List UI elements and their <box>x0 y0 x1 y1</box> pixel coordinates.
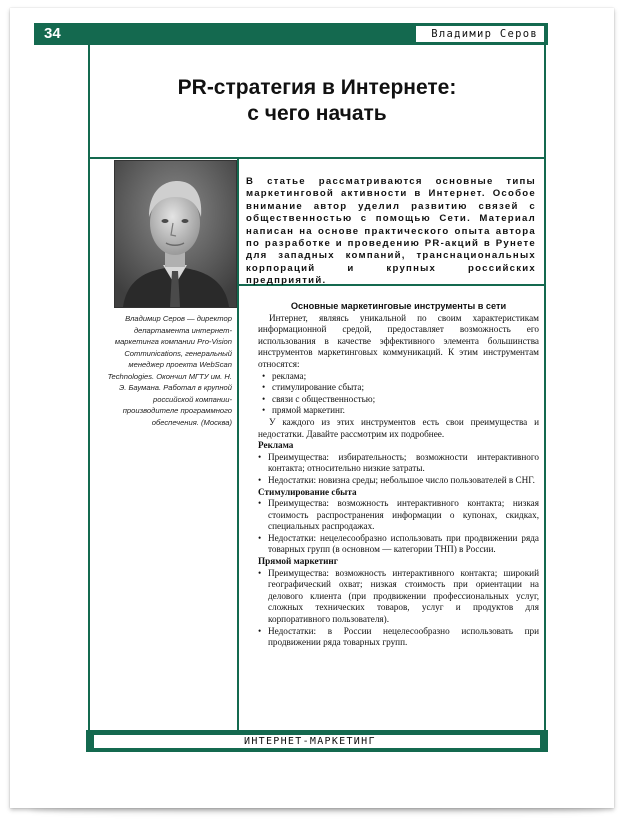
article-lead: В статье рассматриваются основные типы маркетинговой активности в Интернет. Особое внимание автор уделил развитию связей с общественностью с помощью Сети. Материал написан на основе практического опыта автора по разработке и проведению PR-акций в Рунете для западных компаний, транснациональных корпораций и крупных российских предприятий. <box>246 176 536 287</box>
title-line-1: PR-стратегия в Интернете: <box>177 76 457 99</box>
tools-outro: У каждого из этих инструментов есть свои преимущества и недостатки. Давайте рассмотрим их подробнее. <box>258 416 539 439</box>
list-item: • Недостатки: в России нецелесообразно использовать при продвижении ряда товарных групп. <box>258 626 539 649</box>
page-number: 34 <box>34 23 86 45</box>
subsection-title-advertising: Реклама <box>258 440 294 451</box>
author-caption: Владимир Серов — директор департамента интернет-маркетинга компании Pro-Vision Communications, генеральный менеджер проекта WebScan Technologies. Окончил МГТУ им. Н. Э. Баумана. Работал в крупной российской компании-производителе программного обеспечения. (Москва) <box>107 314 232 427</box>
list-item: • прямой маркетинг. <box>258 405 539 417</box>
intro-paragraph: Интернет, являясь уникальной по своим характеристикам информационной средой, предоставляет возможность его использования в качестве эффективного элемента большинства инструментов маркетинговых коммуникаций. К этим инструментам относятся: <box>258 312 539 369</box>
tools-list <box>258 371 539 417</box>
list-item: • связи с общественностью; <box>258 394 539 406</box>
direct-marketing-list <box>258 568 539 649</box>
list-item: • Преимущества: возможность интерактивного контакта; низкая стоимость распространения информации о купонах, скидках, специальных распродажах. <box>258 498 539 533</box>
article-title <box>90 75 544 127</box>
author-portrait-image <box>115 161 236 307</box>
list-item: • Преимущества: избирательность; возможности интерактивного контакта; относительно низкие затраты. <box>258 452 539 475</box>
list-item: • Недостатки: нецелесообразно использовать при продвижении ряда товарных групп (в основном — категории ТНП) в России. <box>258 533 539 556</box>
list-item: • Недостатки: новизна среды; небольшое число пользователей в СНГ. <box>258 475 539 487</box>
subsection-title-direct-marketing: Прямой маркетинг <box>258 556 338 567</box>
column-divider <box>237 158 239 730</box>
title-line-2: с чего начать <box>247 102 387 125</box>
advertising-list <box>258 452 539 487</box>
article-body <box>258 301 539 649</box>
footer-section-label: ИНТЕРНЕТ-МАРКЕТИНГ <box>94 735 540 748</box>
list-item: • стимулирование сбыта; <box>258 382 539 394</box>
section-title: Основные маркетинговые инструменты в сети <box>290 301 507 311</box>
author-photo <box>114 160 237 308</box>
header-author: Владимир Серов <box>416 26 544 42</box>
sales-promotion-list <box>258 498 539 556</box>
list-item: • Преимущества: возможность интерактивного контакта; широкий географический охват; низкая стоимость при ориентации на делового клиента (при продвижении профессиональных услуг, сложных технических товаров, услуг и продуктов для корпоративного пользователя). <box>258 568 539 626</box>
subsection-title-sales-promotion: Стимулирование сбыта <box>258 486 357 497</box>
divider-under-title <box>88 157 546 159</box>
list-item: • реклама; <box>258 371 539 383</box>
